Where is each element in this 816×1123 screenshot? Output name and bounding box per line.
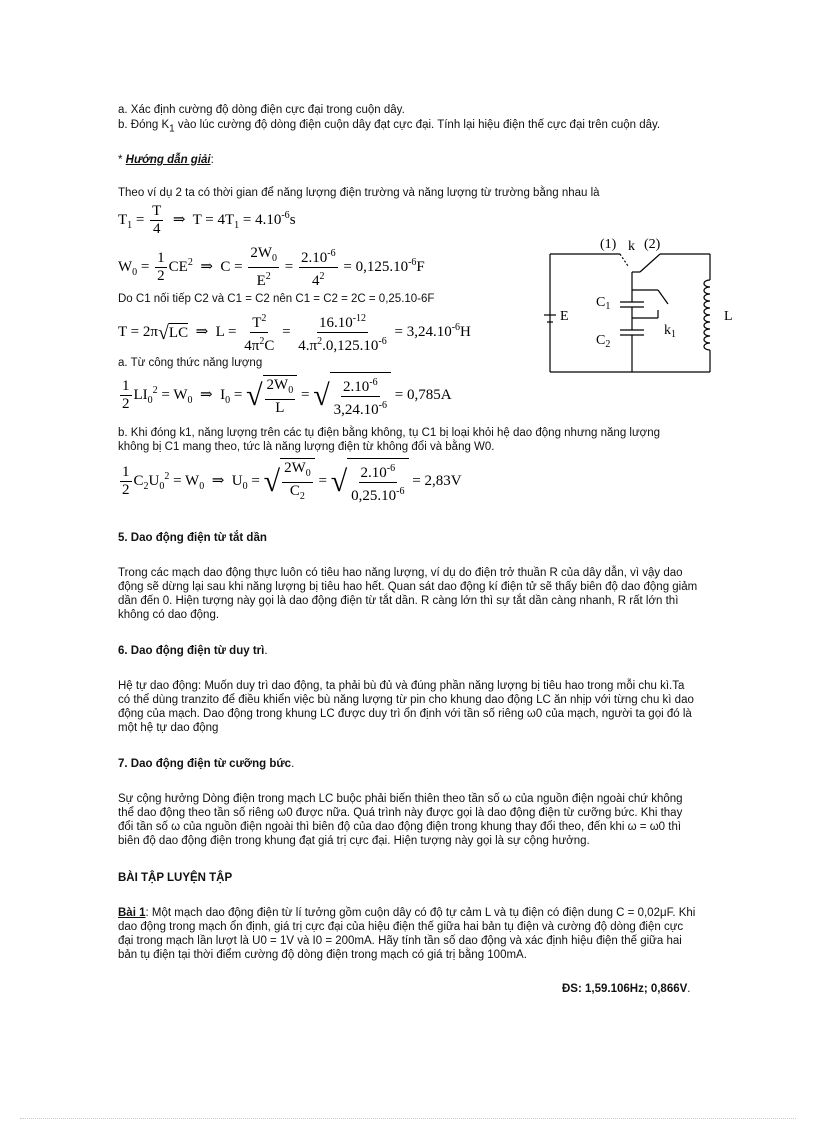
label-c2: $C_2$ (596, 333, 611, 350)
intro-text: Theo ví dụ 2 ta có thời gian để năng lượng điện trường và năng lượng từ trường bằng nhau là (118, 187, 600, 199)
label-k1: $k_1$ (664, 323, 676, 340)
part-b-line2: không bị C1 mang theo, tức là năng lượng điện từ không đổi và bằng W0. (118, 441, 495, 453)
guide-heading: * Hướng dẫn giải: (118, 154, 214, 166)
heading-section-6: 6. Dao động điện từ duy trì. (118, 645, 268, 657)
label-c1: $C_1$ (596, 295, 611, 312)
paragraph-section-6: Hệ tự dao động: Muốn duy trì dao động, ta phải bù đủ và đúng phần năng lượng bị tiêu hao trong mỗi chu kì.Ta có thể dùng tranzito để điều khiển việc bù năng lượng từ pin cho khung dao động LC ăn nhịp với từng chu kì dao động của mạch. Dao động trong khung LC được duy trì ổn định với tần số riêng ω0 của mạch, người ta gọi đó là một hệ tự dao động (118, 680, 694, 734)
label-switch-k: k (628, 239, 635, 254)
label-battery: E (560, 309, 569, 324)
equation-inductance: T = 2π √ LC ⇒ L = $\frac{T^2}{4\pi^2C}$ = $\frac{16.10^{-12}}{4.\pi^2.0,125.10^{-6}}$ = $3,24.10^{-6}H$ (118, 310, 471, 355)
equation-current: $\frac{1}{2}$ $LI_0^2 = W_0$ ⇒ $I_0$ = √ $\frac{2W_0}{L}$ = √ $\frac{2.10^{-6}}{3,24.10^{-6}}$ = 0,785A (118, 372, 452, 419)
heading-section-7: 7. Dao động điện từ cưỡng bức. (118, 758, 295, 770)
circuit-diagram (540, 232, 740, 382)
part-b-line1: b. Khi đóng k1, năng lượng trên các tụ điện bằng không, tụ C1 bị loại khỏi hệ dao động nhưng năng lượng (118, 427, 661, 439)
question-a: a. Xác định cường độ dòng điện cực đại trong cuộn dây. (118, 104, 405, 116)
equation-period: $T_1$ = $\frac{T}{4}$ ⇒ $T = 4T_1 = 4.10^{-6}s$ (118, 203, 296, 237)
page-divider (20, 1118, 796, 1119)
heading-exercises: BÀI TẬP LUYỆN TẬP (118, 872, 233, 884)
equation-capacitance: $W_0$ = $\frac{1}{2}$ $CE^2$ ⇒ C = $\frac{2W_0}{E^2}$ = $\frac{2.10^{-6}}{4^2}$ = $0,125.10^{-6}F$ (118, 245, 425, 289)
paragraph-section-5: Trong các mạch dao động thực luôn có tiêu hao năng lượng, ví dụ do điện trở thuần R của dây dẫn, vì vậy dao động sẽ dừng lại sau khi năng lượng bị tiêu hao hết. Quan sát dao động kí điện tử sẽ thấy biên độ dao động giảm dần đến 0. Hiện tượng này gọi là dao động điện từ tắt dần. R càng lớn thì sự tắt dần càng nhanh, R rất lớn thì không có dao động. (118, 567, 698, 621)
equation-voltage: $\frac{1}{2}$ $C_2U_0^2 = W_0$ ⇒ $U_0$ = √ $\frac{2W_0}{C_2}$ = √ $\frac{2.10^{-6}}{0,25.10^{-6}}$ = 2,83V (122, 460, 462, 504)
question-b: b. Đóng $K_1$ vào lúc cường độ dòng điện cuộn dây đạt cực đại. Tính lại hiệu điện thế cực đại trên cuộn dây. (118, 119, 661, 135)
exercise-1: Bài 1: Một mạch dao động điện từ lí tưởng gồm cuộn dây có độ tự cảm L và tụ điện có điện dung C = 0,02μF. Khi dao động trong mạch ổn định, giá trị cực đại của hiệu điện thế giữa hai bản tụ điện và cường độ dòng điện cực đại trong mạch lần lượt là U0 = 1V và I0 = 200mA. Hãy tính tần số dao động và xác định hiệu điện thế giữa hai bản tụ điện tại thời điểm cường độ dòng điện trong mạch có giá trị bằng 100mA. (118, 907, 696, 961)
label-inductor: L (724, 309, 733, 324)
series-note: Do C1 nối tiếp C2 và C1 = C2 nên C1 = C2 = 2C = 0,25.10-6F (118, 293, 435, 305)
heading-section-5: 5. Dao động điện từ tắt dần (118, 532, 267, 544)
part-a-text: a. Từ công thức năng lượng (118, 357, 263, 369)
label-switch-2: (2) (644, 237, 661, 252)
exercise-1-answer: ĐS: 1,59.106Hz; 0,866V. (562, 983, 691, 995)
paragraph-section-7: Sự cộng hưởng Dòng điện trong mạch LC buộc phải biến thiên theo tần số ω của nguồn điện ngoài chứ không thể dao động theo tần số riêng ω0 được nữa. Quá trình này được gọi là dao động điện từ cưỡng bức. Khi thay đổi tần số ω của nguồn điện ngoài thì biên độ của dao động điện trong khung thay đổi theo, đến khi ω = ω0 thì biên độ dao động điện trong khung đạt giá trị cực đại. Hiện tượng này gọi là sự cộng hưởng. (118, 793, 683, 847)
label-switch-1: (1) (600, 237, 617, 252)
